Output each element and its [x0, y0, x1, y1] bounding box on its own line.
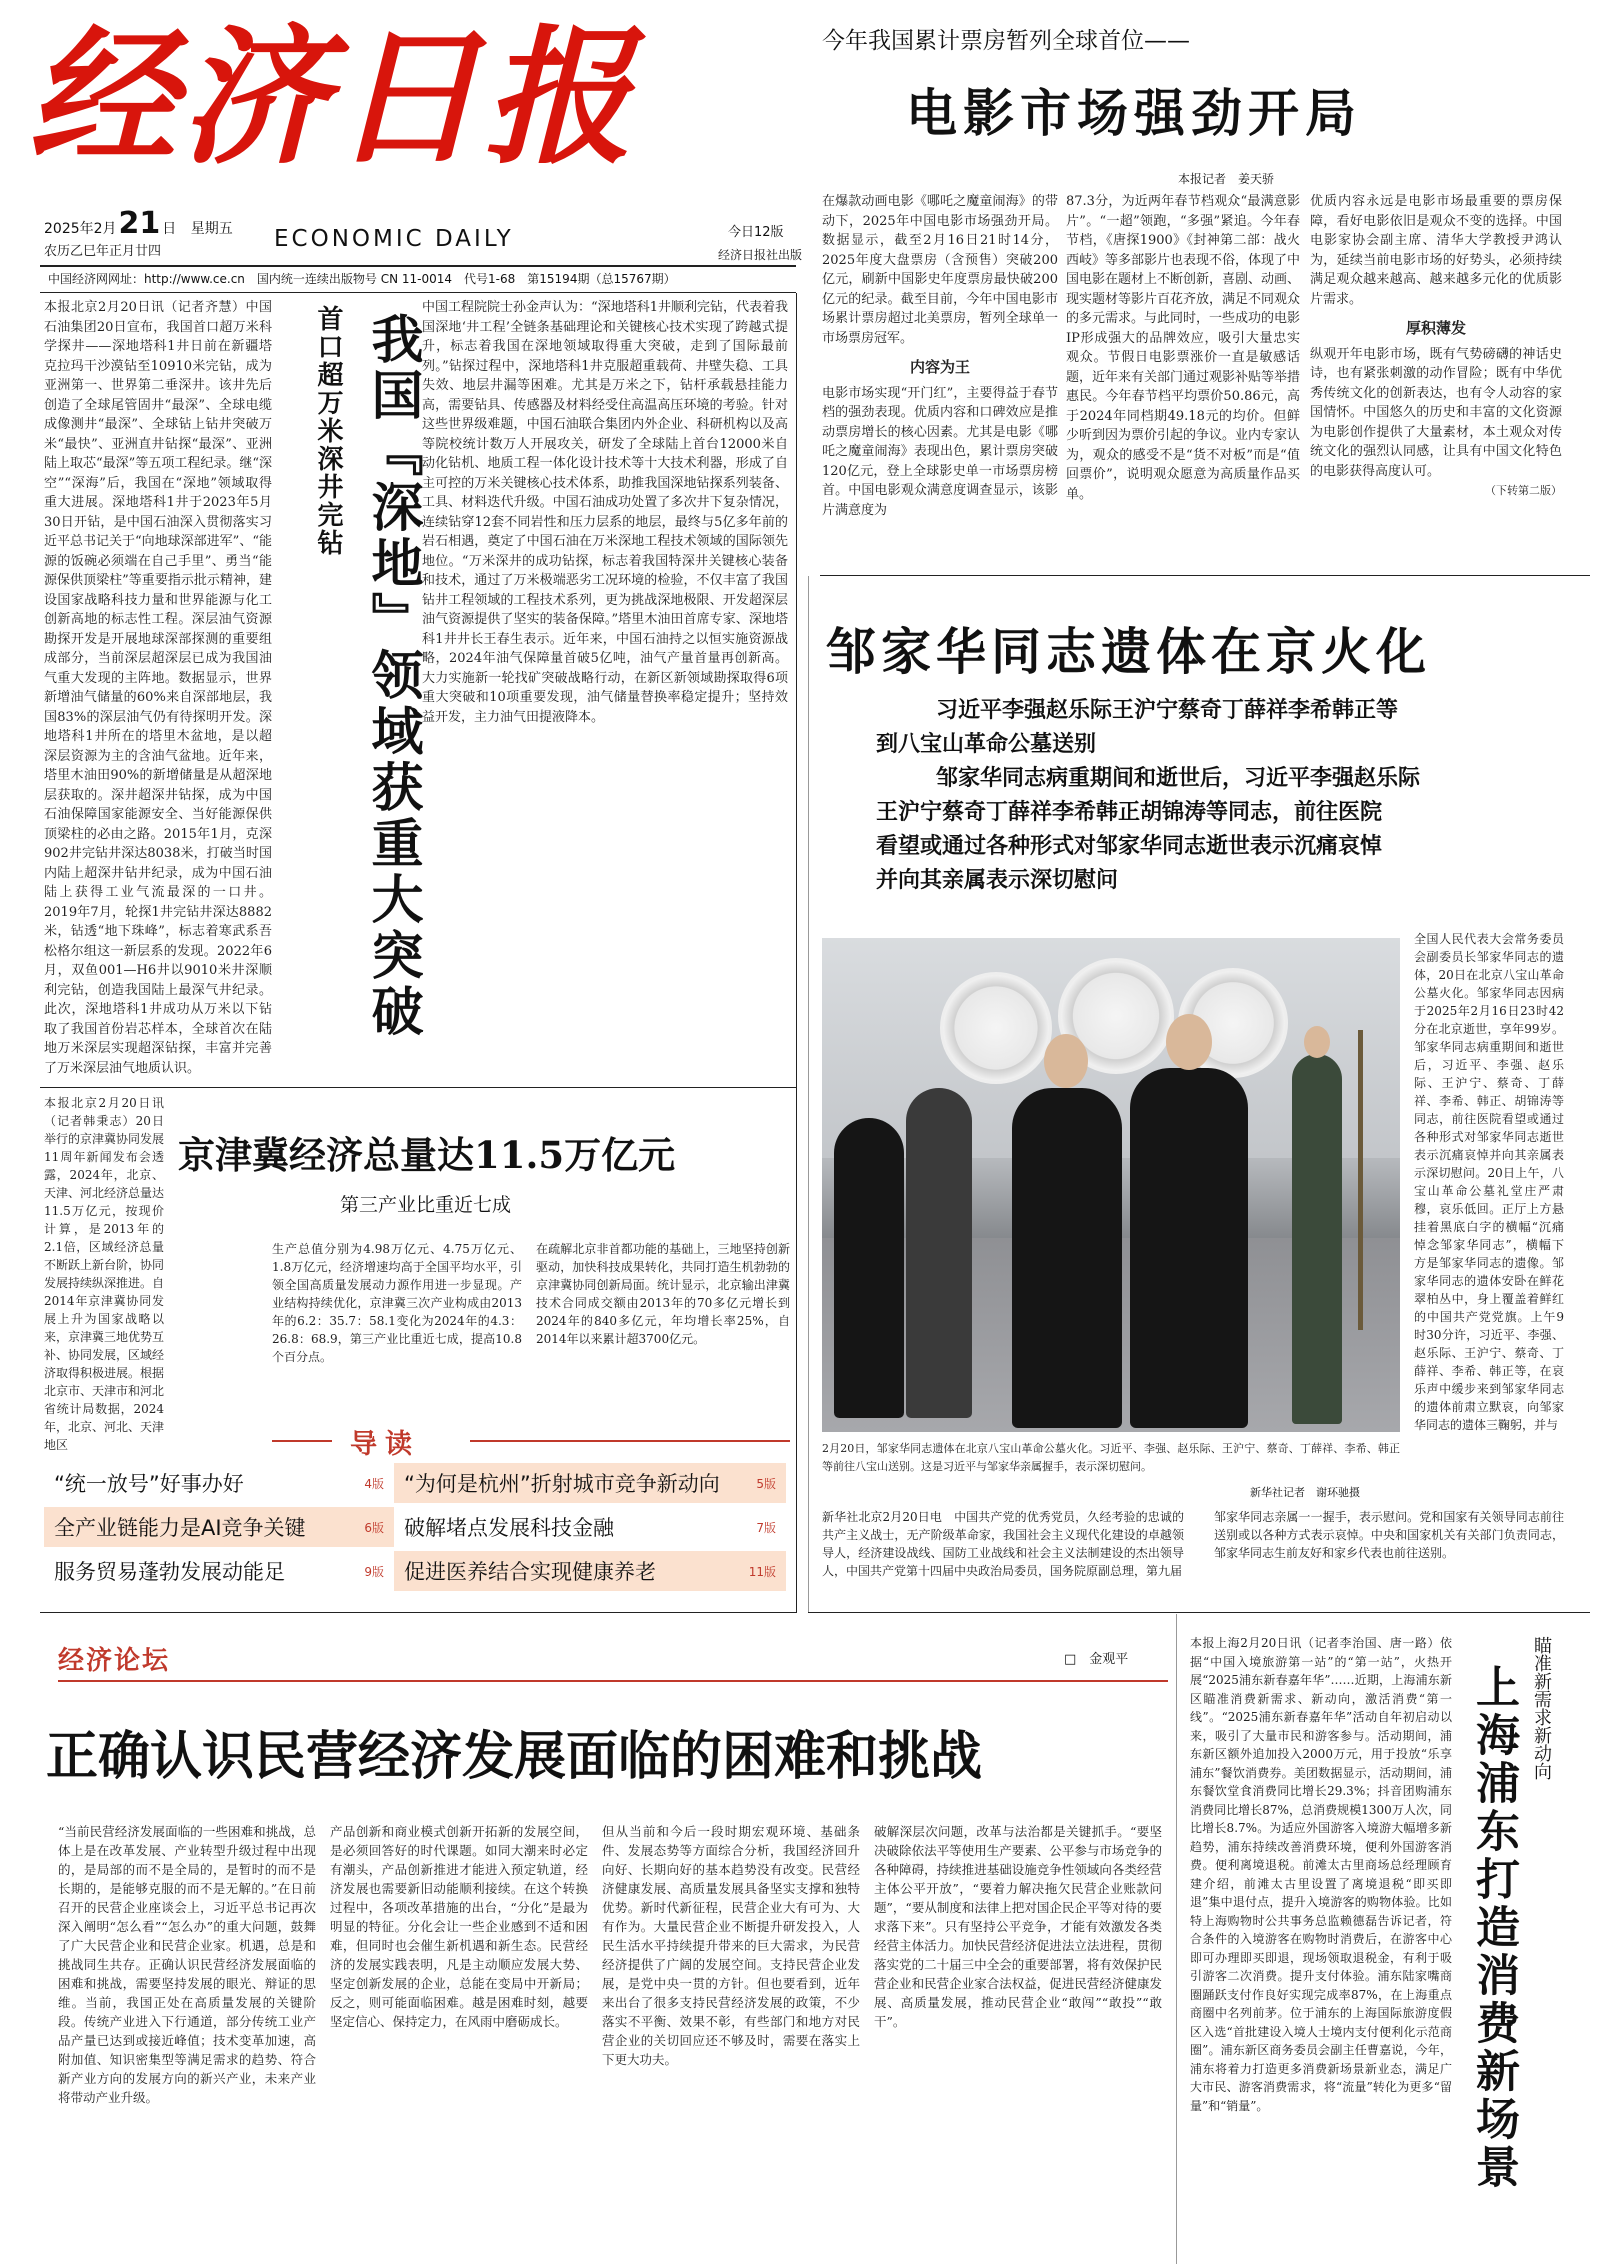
guide-item-service-trade[interactable]: 服务贸易蓬勃发展动能足 9版	[54, 1560, 384, 1584]
zou-headline: 邹家华同志遗体在京火化	[826, 622, 1431, 681]
pudong-headline: 上海浦东打造消费新场景	[1468, 1664, 1519, 2192]
masthead-english-title: ECONOMIC DAILY	[274, 226, 514, 252]
guide-item-ai-competition[interactable]: 全产业链能力是AI竞争关键 6版	[44, 1507, 394, 1547]
drill-side-headline: 首口超万米深井完钻	[313, 305, 343, 557]
guide-list	[44, 1463, 790, 1591]
film-col-2: 87.3分，为近两年春节档观众“最满意影片”。“一超”领跑，“多强”紧追。今年春节档，《唐探1900》《封神第二部：战火西岐》等多部影片也表现不俗，体现了中国电影在题材上不断创新，喜剧、动画、现实题材等影片百花齐放，满足不同观众的多元需求。与此同时，一些成功的电影IP形成强大的品牌效应，吸引大量忠实观众。节假日电影票涨价一直是敏感话题，近年来有关部门通过观影补贴等举措惠民。今年春节档平均票价50.86元，高于2024年同档期49.18元的均价。但鲜少听到因为票价引起的争议。业内专家认为，观众的感受不是“货不对板”而是“值回票价”，说明观众愿意为高质量作品买单。	[1066, 194, 1301, 502]
figure-left-2	[906, 1088, 972, 1418]
guide-title: 导读	[350, 1429, 420, 1460]
masthead-logo: 经济日报	[28, 10, 636, 184]
forum-label: 经济论坛	[58, 1646, 171, 1676]
zou-photo-credit: 新华社记者 谢环驰摄	[1250, 1486, 1360, 1499]
jjj-col-1: 本报北京2月20日讯（记者韩秉志）20日举行的京津冀协同发展11周年新闻发布会透露，2024年，北京、天津、河北经济总量达11.5万亿元，按现价计算，是2013年的2.1倍，区域经济总量不断跃上新台阶，协同发展持续纵深推进。自2014年京津冀协同发展上升为国家战略以来，京津冀三地优势互补、协同发展，区域经济取得积极进展。根据北京市、天津市和河北省统计局数据，2024年，北京、河北、天津地区	[44, 1096, 165, 1452]
film-byline: 本报记者 姜天骄	[1178, 172, 1275, 186]
figure-family-member	[1012, 1088, 1122, 1428]
masthead-date: 2025年2月21 日 星期五	[44, 206, 233, 241]
masthead-lunar: 农历乙巳年正月廿四	[44, 244, 162, 259]
figure-leader	[1130, 1068, 1248, 1428]
figure-honor-guard	[1292, 1054, 1342, 1424]
pudong-col: 本报上海2月20日讯（记者李治国、唐一路）依据“中国入境旅游第一站”的“第一站”，火热开展“2025浦东新春嘉年华”……近期，上海浦东新区瞄准消费新需求、新动向，激活消费“第一线”。“2025浦东新春嘉年华”活动自年初启动以来，吸引了大量市民和游客参与。活动期间，浦东新区额外追加投入2000万元，用于投放“乐享浦东”餐饮消费券。美团数据显示，活动期间，浦东餐饮堂食消费同比增长29.3%；抖音团购浦东消费同比增长87%，总消费规模1300万人次，同比增长8.7%。为适应外国游客入境游大幅增多新趋势，浦东持续改善消费环境，便利外国游客消费。便利离境退税。前滩太古里商场总经理顾育建介绍，前滩太古里设置了离境退税“即买即退”集中退付点，提升入境游客的购物体验。比如特上海购物时公共事务总监赖德磊告诉记者，符合条件的入境游客在购物时消费后，在游客中心即可办理即买即退，现场领取退税金，有利于吸引游客二次消费。提升支付体验。浦东陆家嘴商圈踊跃支付作良好实现完成率87%，在上海重点商圈中名列前茅。位于浦东的上海国际旅游度假区入选“首批建设入境人士境内支付便利化示范商圈”。浦东新区商务委员会副主任曹嘉说，今年，浦东将着力打造更多消费新场景新业态，满足广大市民、游客消费需求，将“流量”转化为更多“留量”和“销量”。	[1190, 1636, 1452, 2113]
guide-item-why-hangzhou[interactable]: “为何是杭州”折射城市竞争新动向 5版	[394, 1463, 786, 1503]
drill-headline: 我国『深地』领域获重大突破	[362, 312, 423, 1040]
film-continued-note: （下转第二版）	[1485, 484, 1562, 497]
jjj-col-1-wrap	[44, 1294, 266, 1434]
drill-col-1: 本报北京2月20日讯（记者齐慧）中国石油集团20日宣布，我国首口超万米科学探井——深地塔科1井日前在新疆塔克拉玛干沙漠钻至10910米完钻，成为亚洲第一、世界第二垂深井。该井先后创造了全球尾管固井“最深”、全球电缆成像测井“最深”、全球钻上钻井突破万米“最快”、亚洲直井钻探“最深”、亚洲陆上取芯“最深”等五项工程纪录。继“深空”“深海”后，我国在“深地”领域取得重大进展。深地塔科1井于2023年5月30日开钻，是中国石油深入贯彻落实习近平总书记关于“向地球深部进军”、“能源的饭碗必须端在自己手里”、勇当“能源保供顶梁柱”等重要指示批示精神，建设国家战略科技力量和世界能源与化工创新高地的标志性工程。深层油气资源勘探开发是开展地球深部探测的重要组成部分，当前深层超深层已成为我国油气重大发现的主阵地。数据显示，世界新增油气储量的60%来自深部地层，我国83%的深层油气仍有待探明开发。深地塔科1井所在的塔里木盆地，是以超深层资源为主的含油气盆地。近年来，塔里木油田90%的新增储量是从超深地层获取的。深井超深井钻探，成为中国石油保障国家能源安全、当好能源保供顶梁柱的必由之路。2015年1月，克深902井完钻井深达8038米，打破当时国内陆上超深井钻井纪录，成为中国石油陆上获得工业气流最深的一口井。2019年7月，轮探1井完钻井深达8882米，钻透“地下珠峰”，标志着寒武系吾松格尔组这一新层系的发现。2022年6月，双鱼001—H6井以9010米井深顺利完钻，创造我国陆上最深气井纪录。此次，深地塔科1井成功从万米以下钻取了我国首份岩芯样本，全球首次在陆地万米深层实现超深钻探，丰富并完善了万米深层油气地质认识。	[44, 300, 272, 1076]
film-col-1: 在爆款动画电影《哪吒之魔童闹海》的带动下，2025年中国电影市场强劲开局。数据显示，截至2月16日21时14分，2025年度大盘票房（含预售）突破200亿元，刷新中国影史年度票房最快破200亿元的纪录。截至目前，今年中国电影市场累计票房超过北美票房，暂列全球单一市场票房冠军。 内容为王 电影市场实现“开门红”，主要得益于春节档的强劲表现。优质内容和口碑效应是推动票房增长的核心因素。尤其是电影《哪吒之魔童闹海》表现出色，累计票房突破120亿元，登上全球影史单一市场票房榜首。中国电影观众满意度调查显示，该影片满意度为	[822, 194, 1058, 518]
zou-photo-caption: 2月20日，邹家华同志遗体在北京八宝山革命公墓火化。习近平、李强、赵乐际、王沪宁、蔡奇、丁薛祥、李希、韩正等前往八宝山送别。这是习近平与邹家华亲属握手，表示深切慰问。	[822, 1442, 1400, 1473]
zou-photo	[822, 938, 1400, 1432]
forum-col-1: “当前民营经济发展面临的一些困难和挑战，总体上是在改革发展、产业转型升级过程中出现的，是局部的而不是全局的，是暂时的而不是长期的，是能够克服的而不是无解的。”在日前召开的民营企业座谈会上，习近平总书记再次深入阐明“怎么看”“怎么办”的重大问题，鼓舞了广大民营企业和民营企业家。机遇，总是和挑战同生共存。正确认识民营经济发展面临的困难和挑战，需要坚持发展的眼光、辩证的思维。当前，我国正处在高质量发展的关键阶段。传统产业进入下行通道，部分传统工业产品产量已达到或接近峰值；技术变革加速，高附加值、知识密集型等满足需求的趋势、符合新产业方向的发展方向的新兴产业，未来产业将带动产业升级。	[58, 1824, 316, 2105]
figure-left-1	[834, 1118, 904, 1418]
film-col-3: 优质内容永远是电影市场最重要的票房保障，看好电影依旧是观众不变的选择。中国电影家协会副主席、清华大学教授尹鸿认为，延续当前电影市场的好势头，必须持续满足观众越来越高、越来越多元化的优质影片需求。 厚积薄发 纵观开年电影市场，既有气势磅礴的神话史诗，也有紧张刺激的动作冒险；既有中华优秀传统文化的创新表达，也有令人动容的家国情怀。中国悠久的历史和丰富的文化资源为电影创作提供了大量素材，本土观众对传统文化的强烈认同感，让具有中国文化特色的电影获得高度认可。 （下转第二版）	[1310, 192, 1562, 562]
guide-item-elderly-care[interactable]: 促进医养结合实现健康养老 11版	[394, 1551, 786, 1591]
masthead-page-count: 今日12版	[728, 225, 784, 240]
guide-item-unified-number[interactable]: “统一放号”好事办好 4版	[54, 1472, 384, 1496]
zou-deck: 习近平李强赵乐际王沪宁蔡奇丁薛祥李希韩正等 到八宝山革命公墓送别 邹家华同志病重期间和逝世后，习近平李强赵乐际 王沪宁蔡奇丁薛祥李希韩正胡锦涛等同志，前往医院 看望或通过各种形式对邹家华同志逝世表示沉痛哀悼 并向其亲属表示深切慰问	[876, 698, 1421, 893]
film-subhead-content: 内容为王	[909, 358, 970, 376]
guide-item-tech-finance[interactable]: 破解堵点发展科技金融 7版	[404, 1516, 776, 1540]
zou-bottom-col-1: 新华社北京2月20日电 中国共产党的优秀党员，久经考验的忠诚的共产主义战士，无产阶级革命家，我国社会主义现代化建设的卓越领导人，经济建设战线、国防工业战线和社会主义法制建设的杰出领导人，中国共产党第十四届中央政治局委员，国务院原副总理，第九届	[822, 1510, 1184, 1578]
drill-col-2: 中国工程院院士孙金声认为：“深地塔科1井顺利完钻，代表着我国深地‘井工程’全链条基础理论和关键核心技术实现了跨越式提升，标志着我国在深地领域取得重大突破，走到了国际最前列。”钻探过程中，深地塔科1井克服超重载荷、井壁失稳、工具失效、地层井漏等困难。尤其是万米之下，钻杆承载悬挂能力高，需要钻具、传感器及材料经受住高温高压环境的考验。针对这些世界级难题，中国石油联合集团内外企业、科研机构以及高等院校统计数万人开展攻关，研发了全球陆上首台12000米自动化钻机、地质工程一体化设计技术等十大技术利器，形成了自主可控的万米关键核心技术体系，助推我国深地钻探系列装备、工具、材料迭代升级。中国石油成功处置了多次井下复杂情况，连续钻穿12套不同岩性和压力层系的地层，最终与5亿多年前的岩石相遇，奠定了中国石油在万米深地工程技术领域的国际领先地位。“万米深井的成功钻探，标志着我国特深井关键核心装备和技术，通过了万米极端恶劣工况环境的检验，不仅丰富了我国钻井工程领域的工程技术系列，更为挑战深地极限、开发超深层油气资源提供了坚实的装备保障。”塔里木油田首席专家、深地塔科1井井长王春生表示。近年来，中国石油持之以恒实施资源战略，2024年油气保障量首破5亿吨，油气产量首量再创新高。大力实施新一轮找矿突破战略行动，在新区新领域勘探取得6项重大突破和10项重要发现，油气储量替换率稳定提升；坚持效益开发，主力油气田提液降本。	[422, 300, 788, 725]
pudong-side-headline: 瞄准新需求新动向	[1531, 1636, 1552, 1780]
jjj-col-3: 在疏解北京非首都功能的基础上，三地坚持创新驱动，加快科技成果转化，共同打造生机勃勃的京津冀协同创新局面。统计显示，北京输出津冀技术合同成交额由2013年的70多亿元增长到2024年的840多亿元，年均增长率25%，自2014年以来累计超3700亿元。	[536, 1242, 790, 1346]
zou-bottom-col-2: 邹家华同志亲属一一握手，表示慰问。党和国家有关领导同志前往送别或以各种方式表示哀悼。中央和国家机关有关部门负责同志，邹家华同志生前友好和家乡代表也前往送别。	[1214, 1510, 1564, 1560]
jjj-headline: 京津冀经济总量达11.5万亿元	[178, 1133, 676, 1177]
film-headline: 电影市场强劲开局	[906, 84, 1363, 144]
film-kicker: 今年我国累计票房暂列全球首位——	[822, 28, 1190, 54]
masthead-publisher: 经济日报社出版	[718, 248, 803, 262]
zou-side-column: 全国人民代表大会常务委员会副委员长邹家华同志的遗体，20日在北京八宝山革命公墓火化。邹家华同志因病于2025年2月16日23时42分在北京逝世，享年99岁。邹家华同志病重期间和逝世后，习近平、李强、赵乐际、王沪宁、蔡奇、丁薛祥、李希、韩正、胡锦涛等同志，前往医院看望或通过各种形式对邹家华同志逝世表示沉痛哀悼并向其亲属表示深切慰问。20日上午，八宝山革命公墓礼堂庄严肃穆，哀乐低回。正厅上方悬挂着黑底白字的横幅“沉痛悼念邹家华同志”，横幅下方是邹家华同志的遗像。邹家华同志的遗体安卧在鲜花翠柏丛中，身上覆盖着鲜红的中国共产党党旗。上午9时30分许，习近平、李强、赵乐际、王沪宁、蔡奇、丁薛祥、李希、韩正等，在哀乐声中缓步来到邹家华同志的遗体前肃立默哀，向邹家华同志的遗体三鞠躬，并与	[1414, 932, 1564, 1432]
jjj-col-2: 生产总值分别为4.98万亿元、4.75万亿元、1.8万亿元，经济增速均高于全国平均水平，引领全国高质量发展动力源作用进一步显现。产业结构持续优化，京津冀三次产业构成由2013年的6.2：35.7：58.1变化为2024年的4.3：26.8：68.9，第三产业比重近七成，提高10.8个百分点。	[272, 1242, 522, 1364]
forum-author: □ 金观平	[1064, 1652, 1129, 1667]
jjj-subhead: 第三产业比重近七成	[340, 1194, 512, 1216]
film-subhead-accumulate: 厚积薄发	[1405, 319, 1466, 337]
masthead-info-line: 中国经济网网址：http://www.ce.cn 国内统一连续出版物号 CN 11-0014 代号1-68 第15194期（总15767期）	[48, 272, 676, 286]
forum-col-3: 但从当前和今后一段时期宏观环境、基础条件、发展态势等方面综合分析，我国经济回升向好、长期向好的基本趋势没有改变。民营经济健康发展、高质量发展具备坚实支撑和独特优势。新时代新征程，民营企业大有可为、大有作为。大量民营企业不断提升研发投入，人民生活水平持续提升带来的巨大需求，为民营经济提供了广阔的发展空间。支持民营企业发展，是党中央一贯的方针。但也要看到，近年来出台了很多支持民营经济发展的政策，不少落实不平衡、效果不彰，有些部门和地方对民营企业的关切回应还不够及时，需要在落实上下更大功夫。	[602, 1824, 860, 2067]
forum-col-2: 产品创新和商业模式创新开拓新的发展空间，是必须回答好的时代课题。如同大潮来时必定有潮头，产品创新推进才能进入预定轨道，经济发展也需要新旧动能顺利接续。在这个转换过程中，各项改革措施的出台，“分化”是最为明显的特征。分化会让一些企业感到不适和困难，但同时也会催生新机遇和新生态。民营经济的发展实践表明，凡是主动顺应发展大势、坚定创新发展的企业，总能在变局中开新局；反之，则可能面临困难。越是困难时刻，越要坚定信心、保持定力，在风雨中磨砺成长。	[330, 1824, 588, 2029]
forum-headline: 正确认识民营经济发展面临的困难和挑战	[46, 1726, 983, 1787]
wreath-left	[940, 972, 1052, 1084]
forum-col-4: 破解深层次问题，改革与法治都是关键抓手。“要坚决破除依法平等使用生产要素、公平参与市场竞争的各种障碍，持续推进基础设施竞争性领域向各类经营主体公平开放”，“要着力解决拖欠民营企业账款问题”，“要从制度和法律上把对国企民企平等对待的要求落下来”。只有坚持公平竞争，才能有效激发各类经营主体活力。加快民营经济促进法立法进程，贯彻落实党的二十届三中全会的重要部署，将有效保护民营企业和民营企业家合法权益，促进民营经济健康发展、高质量发展，推动民营企业“敢闯”“敢投”“敢干”。	[874, 1824, 1162, 2029]
honor-guard-rifle	[1358, 1030, 1363, 1330]
